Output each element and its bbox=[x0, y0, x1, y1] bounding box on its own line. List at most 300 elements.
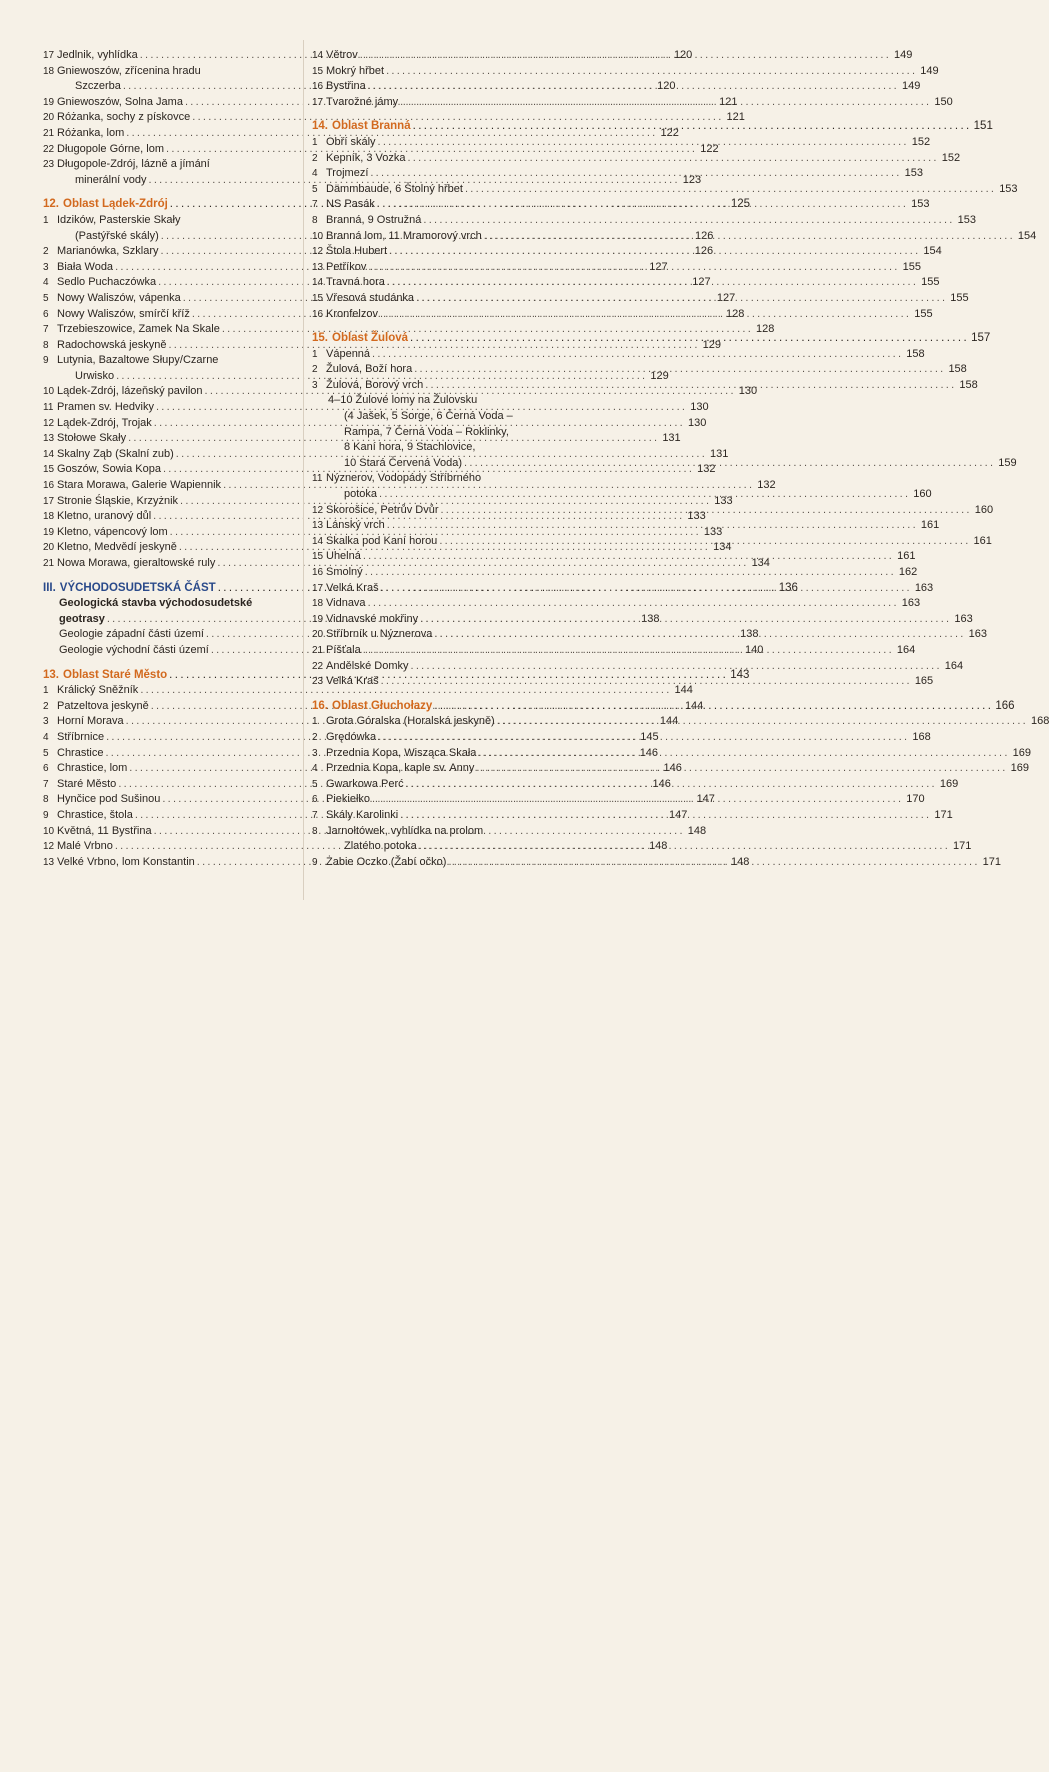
toc-entry-title: VÝCHODOSUDETSKÁ ČÁST bbox=[59, 581, 216, 594]
toc-page-number: 154 bbox=[1017, 229, 1037, 242]
toc-entry-title: Geologie západní části území bbox=[59, 628, 204, 641]
toc-leader-dots bbox=[360, 48, 889, 64]
toc-page-number: 130 bbox=[687, 416, 707, 429]
toc-entry-number: 6 bbox=[43, 308, 49, 320]
toc-entry-number: 16 bbox=[312, 308, 324, 320]
toc-page-number: 165 bbox=[914, 675, 934, 688]
toc-entry-title: Radochowská jeskyně bbox=[57, 338, 167, 351]
toc-page-number: 153 bbox=[911, 198, 930, 211]
toc-entry bbox=[43, 683, 693, 699]
toc-page-number: 132 bbox=[757, 479, 776, 492]
toc-page-number: 127 bbox=[692, 276, 711, 289]
toc-entry-title: Przednia Kopa, Wisząca Skała bbox=[326, 746, 477, 759]
toc-entry-title: Malé Vrbno bbox=[57, 840, 113, 853]
toc-entry-continuation bbox=[312, 409, 570, 425]
toc-page-number: 149 bbox=[901, 80, 921, 93]
toc-page-number: 146 bbox=[663, 762, 682, 775]
toc-entry-title: Skály Karolinki bbox=[326, 808, 399, 821]
toc-entry-title: Hynčice pod Sušinou bbox=[57, 793, 161, 806]
column-divider bbox=[303, 40, 304, 900]
toc-entry-number: 7 bbox=[312, 199, 318, 211]
toc-entry-continuation bbox=[312, 425, 570, 441]
toc-entry-number: 15 bbox=[43, 464, 55, 476]
toc-entry-title: Różanka, lom bbox=[57, 126, 125, 139]
toc-page-number: 150 bbox=[934, 95, 953, 108]
toc-entry-title: Staré Město bbox=[57, 777, 117, 790]
toc-entry-title: Geologie východní části území bbox=[59, 643, 209, 656]
toc-entry-number: 19 bbox=[43, 526, 55, 538]
toc-page-number: 163 bbox=[914, 581, 934, 594]
toc-page-number: 131 bbox=[662, 432, 681, 445]
toc-entry-title: Petříkov bbox=[326, 260, 367, 273]
toc-entry-number: 6 bbox=[43, 763, 49, 775]
toc-entry-title: Nowy Waliszów, vápenka bbox=[57, 291, 181, 304]
toc-leader-dots bbox=[400, 808, 929, 824]
toc-entry-number: 1 bbox=[312, 348, 318, 360]
toc-entry-title: Mokrý hřbet bbox=[326, 64, 385, 77]
toc-entry-number: 3 bbox=[43, 716, 49, 728]
toc-entry-number: 11 bbox=[43, 402, 54, 414]
toc-page-number: 133 bbox=[687, 510, 706, 523]
toc-entry-title: 8 Kaní hora, 9 Stachlovice, bbox=[344, 441, 476, 454]
toc-entry bbox=[43, 322, 775, 338]
toc-entry-number: 16 bbox=[312, 567, 324, 578]
toc-page-number: 155 bbox=[902, 260, 921, 273]
toc-entry bbox=[312, 565, 918, 581]
toc-page-number: 121 bbox=[719, 95, 738, 108]
toc-entry bbox=[312, 824, 570, 840]
toc-leader-dots bbox=[420, 612, 949, 628]
toc-page-number: 126 bbox=[694, 245, 714, 258]
toc-page-number: 149 bbox=[920, 64, 939, 77]
toc-page-number: 161 bbox=[973, 534, 992, 547]
toc-page-number: 155 bbox=[914, 307, 933, 320]
toc-page-number: 161 bbox=[897, 550, 916, 563]
toc-entry-number: 5 bbox=[312, 778, 318, 790]
toc-page-number: 132 bbox=[697, 463, 716, 476]
toc-page-number: 133 bbox=[714, 494, 733, 507]
toc-leader-dots bbox=[387, 275, 916, 291]
toc-entry-continuation bbox=[312, 440, 570, 456]
toc-entry-number: 16 bbox=[43, 480, 55, 492]
toc-leader-dots bbox=[363, 549, 892, 565]
toc-leader-dots bbox=[363, 643, 892, 659]
toc-entry-title: Trojmezí bbox=[326, 167, 369, 180]
toc-leader-dots bbox=[419, 839, 948, 855]
toc-leader-dots bbox=[408, 151, 937, 167]
toc-entry-number: 10 bbox=[312, 230, 324, 242]
toc-entry-number: 2 bbox=[312, 152, 318, 164]
toc-page-number: 122 bbox=[660, 126, 679, 139]
toc-page-number: 149 bbox=[894, 49, 913, 61]
toc-entry-title: Vřesová studánka bbox=[326, 291, 415, 304]
toc-entry-title: Oblast Staré Město bbox=[63, 668, 168, 681]
toc-entry-number: 3 bbox=[312, 747, 318, 759]
toc-entry-number: 9 bbox=[43, 809, 49, 821]
toc-entry-title: Žulová, Borový vrch bbox=[326, 378, 424, 391]
toc-entry-number: 12 bbox=[312, 504, 324, 516]
toc-page-number: 160 bbox=[974, 503, 994, 516]
toc-entry-number: 1 bbox=[312, 136, 318, 148]
toc-page-number: 145 bbox=[640, 730, 659, 743]
toc-entry-number: 14. bbox=[312, 120, 328, 133]
toc-entry-title: Kletno, Medvědí jeskyně bbox=[57, 541, 177, 554]
toc-entry-title: 10 Stará Červená Voda) bbox=[344, 456, 463, 469]
toc-entry-title: Velká Kraš bbox=[326, 675, 379, 688]
toc-entry-title: Skorošice, Petrův Dvůr bbox=[326, 503, 439, 516]
toc-page-number: 136 bbox=[778, 581, 798, 594]
toc-entry-number: 21 bbox=[43, 558, 55, 569]
toc-leader-dots bbox=[400, 95, 929, 111]
toc-entry-title: Trzebieszowice, Zamek Na Skale bbox=[57, 323, 220, 336]
toc-leader-dots bbox=[370, 166, 899, 182]
toc-entry-title: Patzeltova jeskyně bbox=[57, 699, 149, 712]
toc-entry bbox=[43, 64, 291, 80]
toc-entry-title: Grota Góralska (Horalská jeskyně) bbox=[326, 715, 495, 728]
toc-leader-dots bbox=[414, 362, 943, 378]
toc-entry-title: Kletno, uranový důl bbox=[57, 510, 152, 523]
toc-page-number: 120 bbox=[673, 49, 693, 61]
toc-entry-title: Chrastice bbox=[57, 746, 104, 759]
toc-entry-title: Velká Kraš bbox=[326, 581, 379, 594]
toc-entry-title: Chrastice, štola bbox=[57, 808, 133, 821]
toc-leader-dots bbox=[416, 291, 945, 307]
toc-entry-number: 5 bbox=[43, 292, 49, 304]
toc-entry-title: Kletno, vápencový lom bbox=[57, 525, 168, 538]
toc-leader-dots bbox=[439, 534, 968, 550]
toc-entry-number: 4 bbox=[312, 168, 318, 180]
toc-page-number: 147 bbox=[669, 808, 688, 821]
toc-leader-dots bbox=[372, 347, 901, 363]
toc-entry-number: 13. bbox=[43, 668, 59, 681]
toc-entry-number: 16 bbox=[312, 81, 324, 93]
toc-entry-title: minerální vody bbox=[75, 173, 147, 186]
toc-leader-dots bbox=[381, 674, 910, 690]
toc-leader-dots bbox=[387, 518, 916, 534]
toc-page-number: 146 bbox=[652, 777, 671, 790]
toc-entry-number: 21 bbox=[43, 127, 55, 139]
toc-entry-number: 15. bbox=[312, 332, 328, 345]
toc-entry-number: 16. bbox=[312, 699, 328, 712]
toc-leader-dots bbox=[389, 244, 918, 260]
toc-entry-title: Travná hora bbox=[326, 276, 385, 289]
toc-entry-title: Branná, 9 Ostružná bbox=[326, 213, 422, 226]
toc-entry-title: Branná lom, 11 Mramorový vrch bbox=[326, 229, 482, 242]
toc-page-number: 152 bbox=[911, 135, 931, 148]
toc-leader-dots bbox=[434, 627, 963, 643]
toc-entry-number: 23 bbox=[43, 159, 55, 171]
toc-leader-dots bbox=[379, 487, 908, 503]
toc-entry-title: (Pastýřské skály) bbox=[75, 229, 159, 242]
toc-page-number: 163 bbox=[901, 597, 921, 610]
toc-entry-title: Obří skály bbox=[326, 135, 376, 148]
toc-entry-title: Vápenná bbox=[326, 347, 371, 360]
toc-entry-title: Szczerba bbox=[75, 80, 121, 93]
toc-entry-number: 4 bbox=[43, 731, 49, 743]
toc-entry-number: 12 bbox=[312, 246, 324, 258]
toc-entry bbox=[312, 347, 925, 363]
toc-page-number: 160 bbox=[913, 488, 932, 501]
toc-page-number: 171 bbox=[934, 808, 953, 821]
toc-entry-title: Stříbrník u Nýznerova bbox=[326, 628, 433, 641]
toc-page-number: 126 bbox=[694, 229, 714, 242]
toc-entry-number: 17 bbox=[43, 50, 55, 61]
toc-page-number: 127 bbox=[716, 291, 736, 304]
toc-entry-number: III. bbox=[43, 581, 56, 594]
toc-leader-dots bbox=[380, 307, 909, 323]
toc-page-number: 121 bbox=[726, 111, 745, 124]
toc-leader-dots bbox=[425, 378, 954, 394]
toc-page-number: 144 bbox=[684, 699, 704, 712]
toc-leader-dots bbox=[410, 331, 966, 347]
toc-entry-number: 8 bbox=[312, 214, 318, 226]
toc-page-number: 130 bbox=[690, 401, 709, 414]
toc-page-number: 143 bbox=[730, 668, 750, 681]
toc-entry-number: 14 bbox=[312, 535, 324, 547]
toc-page-number: 171 bbox=[982, 855, 1002, 868]
toc-entry-number: 19 bbox=[43, 96, 55, 108]
toc-entry-title: Biała Woda bbox=[57, 260, 114, 273]
toc-page-number: 148 bbox=[687, 824, 707, 837]
toc-entry-number: 18 bbox=[43, 65, 55, 77]
toc-entry-title: Piekiełko bbox=[326, 793, 371, 806]
toc-entry-title: Urwisko bbox=[75, 369, 115, 382]
toc-entry-title: Nýznerov, Vodopády Stříbrného bbox=[326, 472, 482, 485]
toc-entry-title: Kepník, 3 Vozka bbox=[326, 151, 406, 164]
toc-entry-title: 4–10 Žulové lomy na Žulovsku bbox=[328, 394, 478, 407]
toc-entry bbox=[43, 353, 291, 369]
toc-page-number: 125 bbox=[730, 198, 751, 211]
toc-leader-dots bbox=[378, 730, 907, 746]
toc-entry-number: 14 bbox=[312, 50, 324, 61]
toc-entry-title: geotrasy bbox=[59, 612, 105, 625]
toc-entry-title: Velké Vrbno, lom Konstantin bbox=[57, 855, 195, 868]
toc-entry-number: 9 bbox=[312, 856, 318, 868]
toc-entry-number: 21 bbox=[312, 644, 324, 656]
toc-entry-title: Vidnavské mokřiny bbox=[326, 612, 419, 625]
toc-entry-title: Oblast Žulová bbox=[332, 332, 409, 345]
toc-leader-dots bbox=[381, 581, 910, 597]
toc-page-number: 169 bbox=[1010, 762, 1029, 775]
toc-page-number: 127 bbox=[649, 260, 668, 273]
toc-entry bbox=[312, 471, 570, 487]
toc-page-number: 154 bbox=[923, 245, 942, 258]
toc-leader-dots bbox=[413, 119, 969, 135]
toc-entry-number: 13 bbox=[43, 433, 55, 445]
toc-entry bbox=[43, 110, 745, 126]
toc-entry-number: 19 bbox=[312, 613, 324, 625]
toc-entry-number: 1 bbox=[43, 685, 49, 697]
toc-entry-number: 10 bbox=[43, 386, 55, 398]
toc-page-number: 159 bbox=[998, 456, 1017, 469]
toc-page-number: 133 bbox=[703, 525, 723, 538]
toc-page-number: 144 bbox=[659, 715, 679, 728]
toc-entry-number: 14 bbox=[312, 277, 324, 289]
toc-entry bbox=[312, 64, 939, 80]
toc-leader-dots bbox=[386, 64, 915, 80]
toc-page-number: 161 bbox=[920, 519, 940, 532]
toc-entry-number: 18 bbox=[312, 598, 324, 610]
toc-page-number: 140 bbox=[745, 643, 764, 656]
toc-page-number: 153 bbox=[957, 213, 976, 226]
toc-entry-number: 4 bbox=[43, 277, 49, 289]
toc-entry-title: Oblast Lądek-Zdrój bbox=[63, 198, 168, 211]
toc-entry-number: 3 bbox=[312, 379, 318, 391]
toc-entry-title: Oblast Głuchołazy bbox=[332, 699, 433, 712]
toc-entry-title: Grędówka bbox=[326, 730, 377, 743]
toc-entry-title: Lądek-Zdrój, lázeňský pavilon bbox=[57, 385, 203, 398]
toc-entry-title: (4 Jašek, 5 Sorge, 6 Černá Voda – bbox=[344, 410, 513, 423]
toc-entry-number: 23 bbox=[312, 676, 324, 688]
toc-entry-title: Idzików, Pasterskie Skały bbox=[57, 213, 181, 226]
toc-entry-title: Kronfelzov bbox=[326, 307, 378, 320]
toc-entry-number: 15 bbox=[312, 65, 324, 77]
toc-page-number: 134 bbox=[751, 557, 770, 569]
toc-entry-title: Tvarožné jámy bbox=[326, 95, 399, 108]
toc-entry-title: Vidnava bbox=[326, 597, 366, 610]
toc-page-number: 138 bbox=[740, 628, 759, 641]
toc-entry-title: Skalka pod Kaní horou bbox=[326, 534, 438, 547]
toc-entry-title: Przednia Kopa, kaple sv. Anny bbox=[326, 762, 475, 775]
toc-page-number: 171 bbox=[953, 840, 972, 853]
toc-entry-title: Zlatého potoka bbox=[344, 840, 417, 853]
toc-page-number: 129 bbox=[650, 369, 669, 382]
toc-page-number: 168 bbox=[1030, 715, 1049, 728]
toc-entry-number: 5 bbox=[43, 747, 49, 759]
toc-entry-number: 2 bbox=[312, 731, 318, 743]
toc-entry-title: Chrastice, lom bbox=[57, 762, 128, 775]
toc-entry bbox=[312, 182, 1018, 198]
toc-page-number: 130 bbox=[738, 385, 758, 398]
toc-entry-title: NS Pasák bbox=[326, 198, 375, 211]
toc-page-number: 128 bbox=[756, 323, 775, 336]
toc-entry-number: 7 bbox=[43, 324, 49, 336]
toc-entry-title: Králický Sněžník bbox=[57, 684, 139, 697]
toc-entry-number: 20 bbox=[43, 542, 55, 554]
toc-entry-title: Rampa, 7 Černá Voda – Roklinky, bbox=[344, 425, 509, 438]
toc-page-number: 134 bbox=[713, 541, 732, 554]
toc-entry-title: Gniewoszów, zřícenina hradu bbox=[57, 64, 201, 77]
toc-entry-title: Bystřina bbox=[326, 80, 366, 93]
toc-entry-title: Jarnołtówek, vyhlídka na prolom bbox=[326, 824, 484, 837]
toc-page-number: 155 bbox=[950, 291, 969, 304]
toc-page-number: 164 bbox=[944, 659, 964, 672]
toc-entry-title: Jedlnik, vyhlídka bbox=[57, 49, 138, 61]
toc-leader-dots bbox=[365, 565, 894, 581]
toc-entry-title: Stołowe Skały bbox=[57, 432, 127, 445]
toc-page-number: 163 bbox=[954, 612, 973, 625]
toc-leader-dots bbox=[368, 260, 897, 276]
toc-entry-number: 12. bbox=[43, 198, 59, 211]
toc-entry-number: 15 bbox=[312, 292, 324, 304]
toc-page-number: 164 bbox=[896, 643, 916, 656]
toc-page-number: 146 bbox=[639, 746, 659, 759]
toc-entry-title: Nowy Waliszów, smírčí kříž bbox=[57, 307, 190, 320]
toc-entry-title: Gwarkowa Perć bbox=[326, 777, 404, 790]
toc-entry-number: 8 bbox=[312, 825, 318, 837]
toc-entry-title: Żabie Oczko (Žabí očko) bbox=[326, 855, 447, 868]
toc-entry-number: 13 bbox=[43, 856, 55, 868]
toc-leader-dots bbox=[368, 596, 897, 612]
toc-entry bbox=[43, 157, 291, 173]
toc-entry-number: 5 bbox=[312, 183, 318, 195]
toc-entry-number: 6 bbox=[312, 794, 318, 806]
toc-entry bbox=[312, 151, 961, 167]
toc-entry-title: Różanka, sochy z pískovce bbox=[57, 111, 191, 124]
toc-entry-number: 3 bbox=[43, 261, 49, 273]
toc-entry-title: Pramen sv. Hedviky bbox=[57, 401, 154, 414]
toc-entry-title: Nowa Morawa, gieraltowské ruly bbox=[57, 557, 216, 569]
toc-page-number: 138 bbox=[641, 612, 660, 625]
toc-page-number: 158 bbox=[906, 347, 925, 360]
toc-entry-number: 17 bbox=[312, 582, 324, 594]
toc-page-number: 147 bbox=[696, 793, 715, 806]
toc-entry-title: Goszów, Sowia Kopa bbox=[57, 463, 161, 476]
toc-entry-number: 13 bbox=[312, 520, 324, 532]
toc-entry-title: Štola Hubert bbox=[326, 245, 388, 258]
toc-entry bbox=[312, 213, 976, 229]
toc-entry-number: 22 bbox=[43, 143, 55, 155]
toc-entry bbox=[312, 596, 921, 612]
toc-page-number: 148 bbox=[731, 855, 750, 868]
toc-entry-number: 1 bbox=[43, 214, 49, 226]
toc-page-number: 148 bbox=[649, 840, 668, 853]
toc-leader-dots bbox=[411, 659, 940, 675]
toc-entry bbox=[43, 213, 291, 229]
toc-entry-number: 17 bbox=[312, 96, 324, 108]
toc-entry-number: 8 bbox=[43, 794, 49, 806]
toc-entry-title: Žulová, Boží hora bbox=[326, 363, 413, 376]
toc-page-number: 158 bbox=[948, 363, 967, 376]
toc-page-number: 120 bbox=[657, 80, 676, 93]
toc-entry-number: 13 bbox=[312, 261, 324, 273]
toc-entry-number: 1 bbox=[312, 716, 318, 728]
toc-page-number: 157 bbox=[971, 332, 991, 345]
toc-leader-dots bbox=[377, 197, 906, 213]
toc-entry-title: Květná, 11 Bystřina bbox=[57, 824, 152, 837]
toc-entry-number: 7 bbox=[43, 778, 49, 790]
toc-entry-title: Smolný bbox=[326, 566, 363, 578]
toc-entry-title: Skalny Ząb (Skalní zub) bbox=[57, 447, 174, 460]
toc-page-number: 168 bbox=[912, 730, 931, 743]
toc-entry-number: 14 bbox=[43, 448, 55, 460]
toc-entry-title: Stronie Śląskie, Krzyżnik bbox=[57, 494, 179, 507]
toc-entry bbox=[312, 393, 570, 409]
toc-entry-title: Lutynia, Bazaltowe Słupy/Czarne bbox=[57, 354, 219, 367]
toc-page-number: 123 bbox=[682, 173, 702, 186]
toc-entry-number: 12 bbox=[43, 841, 55, 853]
toc-entry-number: 20 bbox=[43, 112, 55, 124]
toc-entry-number: 17 bbox=[43, 495, 55, 507]
toc-page-number: 170 bbox=[906, 793, 925, 806]
toc-entry-number: 15 bbox=[312, 551, 324, 563]
toc-page-number: 166 bbox=[995, 699, 1015, 712]
toc-entry-number: 2 bbox=[312, 364, 318, 376]
toc-entry-number: 22 bbox=[312, 660, 324, 672]
toc-page-number: 162 bbox=[898, 566, 918, 578]
toc-entry-title: Píšťala bbox=[326, 643, 361, 656]
toc-page-number: 122 bbox=[700, 142, 719, 155]
toc-page-number: 153 bbox=[904, 167, 923, 180]
toc-entry-title: Długopole-Zdrój, lázně a jímání bbox=[57, 158, 210, 171]
toc-entry-title: Větrov bbox=[326, 49, 358, 61]
toc-leader-dots bbox=[372, 792, 901, 808]
toc-leader-dots bbox=[406, 777, 935, 793]
toc-leader-dots bbox=[423, 213, 952, 229]
toc-page-number: 151 bbox=[973, 120, 993, 133]
toc-entry-number: 20 bbox=[312, 629, 324, 641]
toc-page-number: 169 bbox=[939, 777, 959, 790]
